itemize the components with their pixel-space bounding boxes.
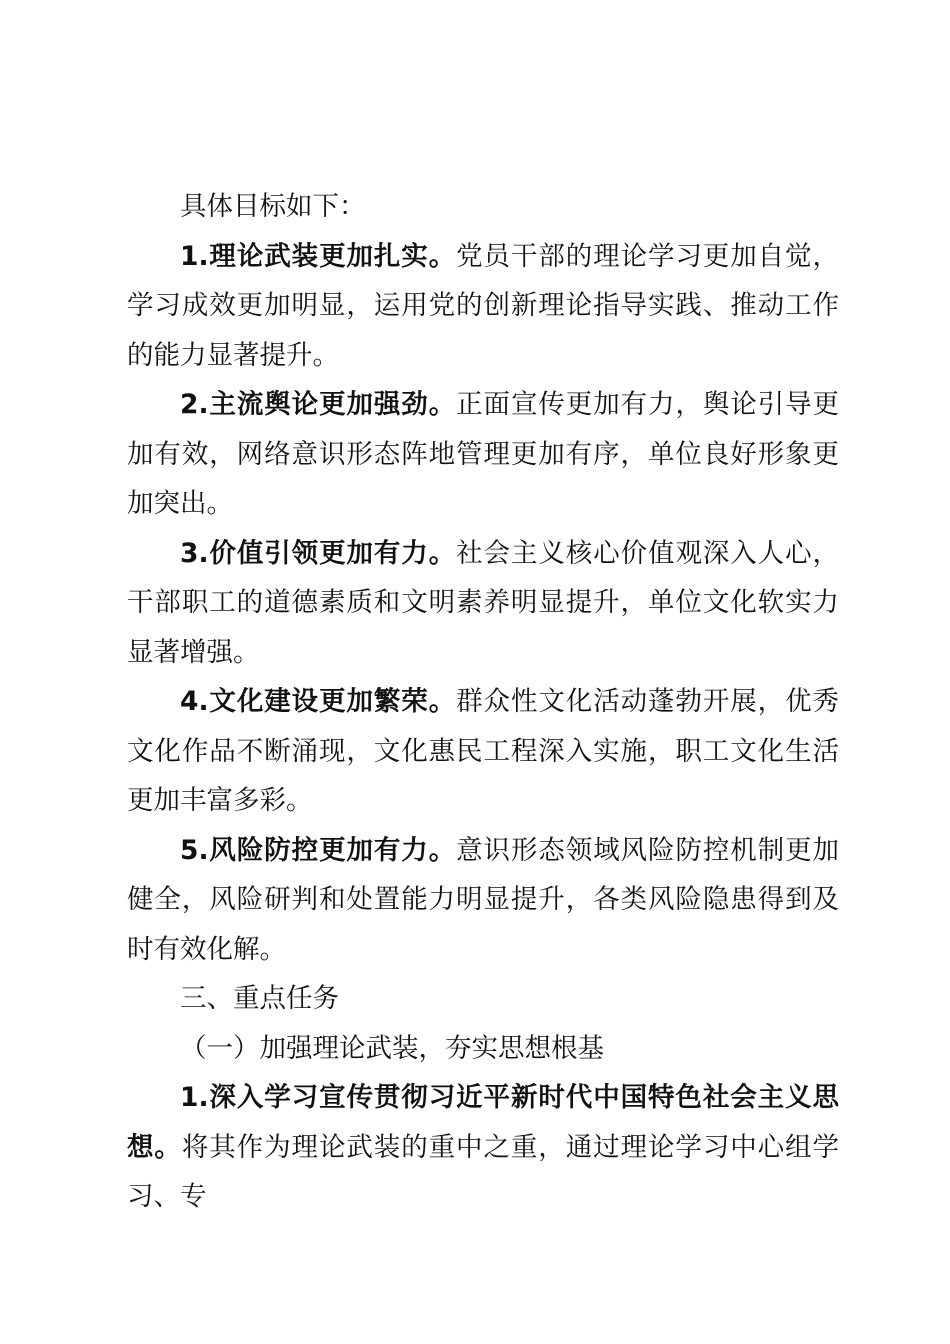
goal-heading-2: 2.主流舆论更加强劲。 bbox=[180, 389, 457, 420]
goal-heading-4: 4.文化建设更加繁荣。 bbox=[180, 686, 457, 717]
goal-paragraph-3 bbox=[127, 529, 839, 678]
task-paragraph-1 bbox=[127, 1073, 839, 1222]
goal-heading-1: 1.理论武装更加扎实。 bbox=[180, 240, 457, 272]
intro-paragraph: 具体目标如下： bbox=[180, 191, 366, 222]
goal-paragraph-1 bbox=[127, 232, 839, 381]
section-title: 三、重点任务 bbox=[180, 983, 339, 1014]
task-text-1: 将其作为理论武装的重中之重，通过理论学习中心组学习、专 bbox=[127, 1131, 840, 1212]
goal-text-5: 意识形态领域风险防控机制更加健全，风险研判和处置能力明显提升，各类风险隐患得到及时有效化解。 bbox=[127, 834, 840, 965]
subsection-title: （一）加强理论武装，夯实思想根基 bbox=[180, 1032, 604, 1064]
goal-heading-3: 3.价值引领更加有力。 bbox=[180, 537, 457, 569]
goal-heading-5: 5.风险防控更加有力。 bbox=[180, 834, 457, 866]
goal-paragraph-2 bbox=[127, 380, 839, 529]
goal-text-4: 群众性文化活动蓬勃开展，优秀文化作品不断涌现，文化惠民工程深入实施，职工文化生活更加丰富多彩。 bbox=[127, 686, 840, 816]
task-heading-1: 1.深入学习宣传贯彻习近平新时代中国特色社会主义思想。 bbox=[127, 1082, 839, 1163]
document-body bbox=[127, 182, 839, 1222]
goal-text-2: 正面宣传更加有力，舆论引导更加有效，网络意识形态阵地管理更加有序，单位良好形象更加突出。 bbox=[127, 389, 840, 519]
goal-paragraph-5 bbox=[127, 826, 839, 975]
goal-text-3: 社会主义核心价值观深入人心，干部职工的道德素质和文明素养明显提升，单位文化软实力显著增强。 bbox=[127, 537, 840, 668]
goal-paragraph-4 bbox=[127, 677, 839, 826]
goal-text-1: 党员干部的理论学习更加自觉，学习成效更加明显，运用党的创新理论指导实践、推动工作的能力显著提升。 bbox=[127, 240, 840, 371]
